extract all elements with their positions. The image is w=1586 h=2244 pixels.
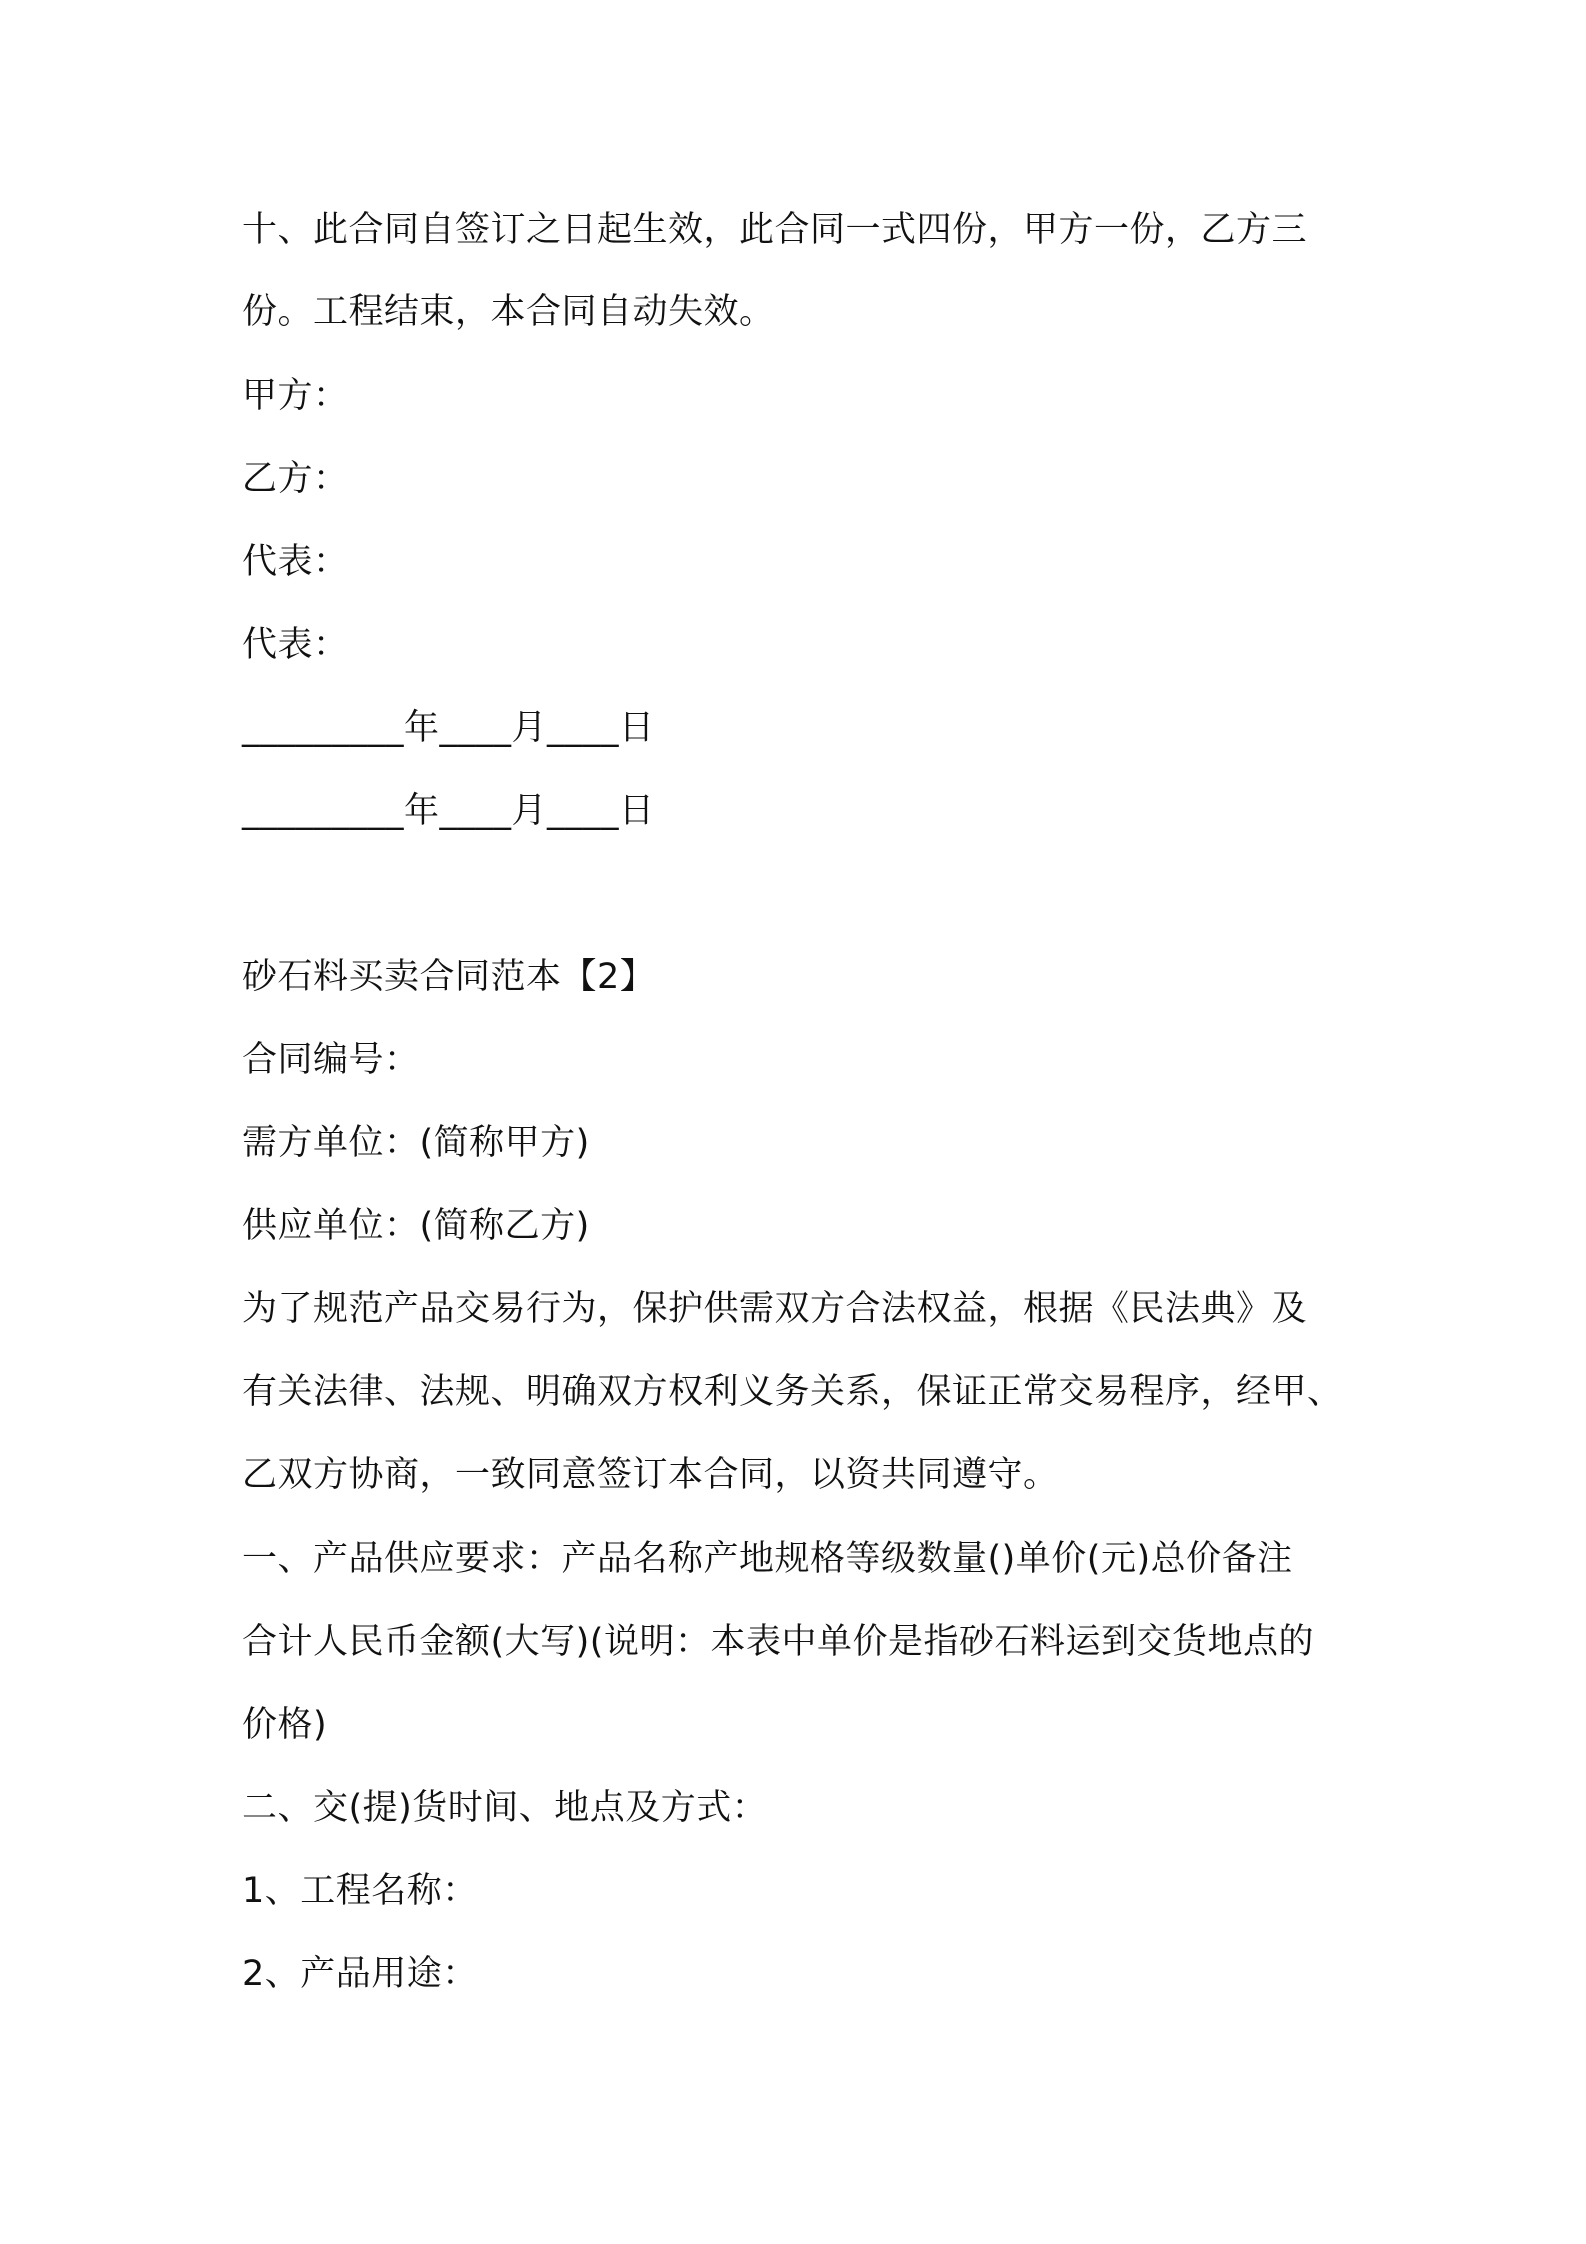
clause-1-line-1: 一、产品供应要求：产品名称产地规格等级数量()单价(元)总价备注 — [242, 1539, 1293, 1579]
preamble-line-2: 有关法律、法规、明确双方权利义务关系，保证正常交易程序，经甲、 — [242, 1372, 1343, 1412]
clause-2-item-1: 1、工程名称： — [242, 1871, 478, 1911]
date-line-1: _________年____月____日 — [242, 708, 655, 748]
clause-1-line-2: 合计人民币金额(大写)(说明：本表中单价是指砂石料运到交货地点的 — [242, 1622, 1314, 1662]
clause-10-line-2: 份。工程结束，本合同自动失效。 — [242, 292, 775, 332]
representative-label-1: 代表： — [242, 542, 349, 582]
clause-2-heading: 二、交(提)货时间、地点及方式： — [242, 1788, 768, 1828]
clause-1-line-3: 价格) — [242, 1705, 328, 1745]
preamble-line-3: 乙双方协商，一致同意签订本合同，以资共同遵守。 — [242, 1455, 1059, 1495]
clause-2-item-2: 2、产品用途： — [242, 1954, 478, 1994]
contract-number-label: 合同编号： — [242, 1040, 420, 1080]
clause-10-line-1: 十、此合同自签订之日起生效，此合同一式四份，甲方一份，乙方三 — [242, 210, 1308, 250]
party-b-signature-label: 乙方： — [242, 459, 349, 499]
preamble-line-1: 为了规范产品交易行为，保护供需双方合法权益，根据《民法典》及 — [242, 1289, 1308, 1329]
section-title: 砂石料买卖合同范本【2】 — [242, 957, 656, 997]
representative-label-2: 代表： — [242, 625, 349, 665]
buyer-label: 需方单位：(简称甲方) — [242, 1123, 590, 1163]
supplier-label: 供应单位：(简称乙方) — [242, 1206, 590, 1246]
party-a-signature-label: 甲方： — [242, 376, 349, 416]
date-line-2: _________年____月____日 — [242, 791, 655, 831]
